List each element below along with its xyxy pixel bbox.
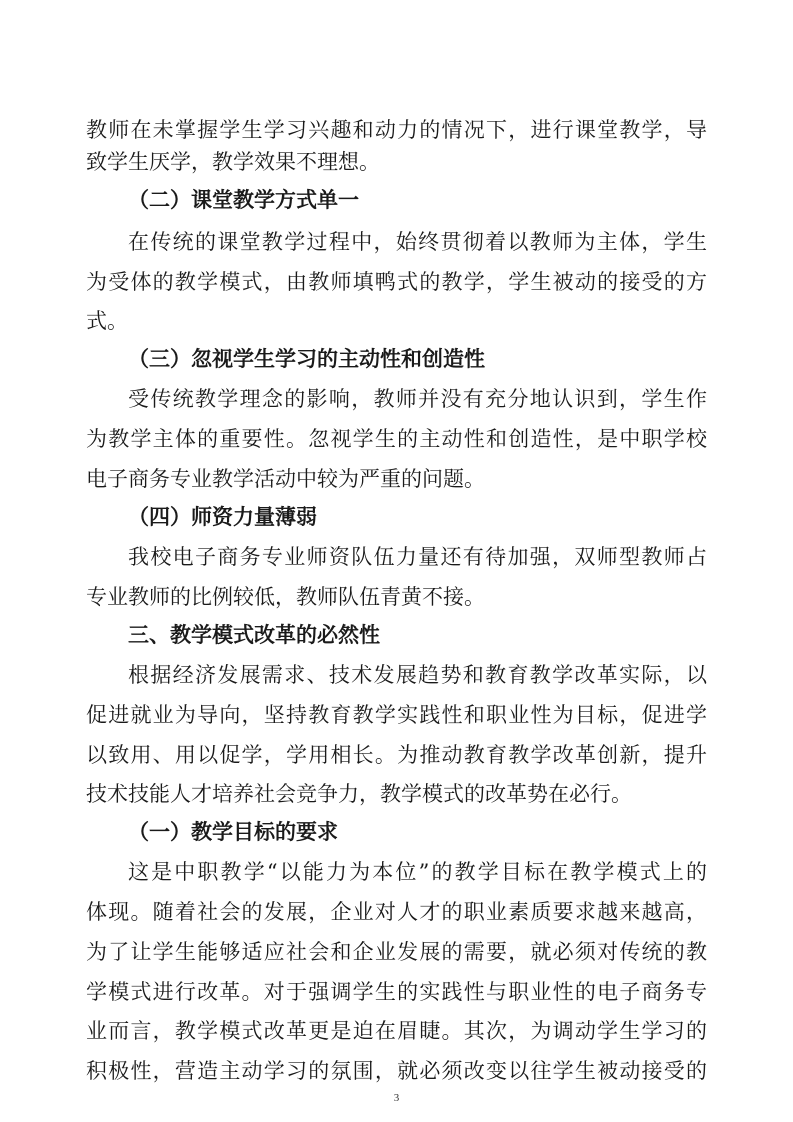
body-line: 为教学主体的重要性。忽视学生的主动性和创造性，是中职学校 [86,427,707,451]
body-line: 这是中职教学“以能力为本位”的教学目标在教学模式上的 [128,860,707,884]
body-line: 电子商务专业教学活动中较为严重的问题。 [86,467,485,491]
body-line: 在传统的课堂教学过程中，始终贯彻着以教师为主体，学生 [128,230,707,254]
body-line: 以致用、用以促学，学用相长。为推动教育教学改革创新，提升 [86,743,707,767]
page-number: 3 [393,1092,400,1104]
body-line: 体现。随着社会的发展，企业对人才的职业素质要求越来越高， [86,900,707,924]
body-line: 受传统教学理念的影响，教师并没有充分地认识到，学生作 [128,387,707,411]
body-line: 学模式进行改革。对于强调学生的实践性与职业性的电子商务专 [86,980,707,1004]
chapter-heading: 三、教学模式改革的必然性 [128,623,380,647]
section-heading: （三）忽视学生学习的主动性和创造性 [128,347,485,371]
section-heading: （一）教学目标的要求 [128,820,338,844]
body-line: 技术技能人才培养社会竞争力，教学模式的改革势在必行。 [86,782,632,806]
body-line: 式。 [86,309,128,333]
body-line: 致学生厌学，教学效果不理想。 [86,150,380,174]
body-line: 业而言，教学模式改革更是迫在眉睫。其次，为调动学生学习的 [86,1019,707,1043]
section-heading: （四）师资力量薄弱 [128,505,317,529]
body-line: 我校电子商务专业师资队伍力量还有待加强，双师型教师占 [128,545,707,569]
body-line: 教师在未掌握学生学习兴趣和动力的情况下，进行课堂教学，导 [86,118,707,142]
section-heading: （二）课堂教学方式单一 [128,188,359,212]
body-line: 积极性，营造主动学习的氛围，就必须改变以往学生被动接受的 [86,1059,707,1083]
body-line: 专业教师的比例较低，教师队伍青黄不接。 [86,585,485,609]
body-line: 根据经济发展需求、技术发展趋势和教育教学改革实际，以 [128,663,707,687]
body-line: 为了让学生能够适应社会和企业发展的需要，就必须对传统的教 [86,940,707,964]
body-line: 为受体的教学模式，由教师填鸭式的教学，学生被动的接受的方 [86,270,707,294]
body-line: 促进就业为导向，坚持教育教学实践性和职业性为目标，促进学 [86,703,707,727]
